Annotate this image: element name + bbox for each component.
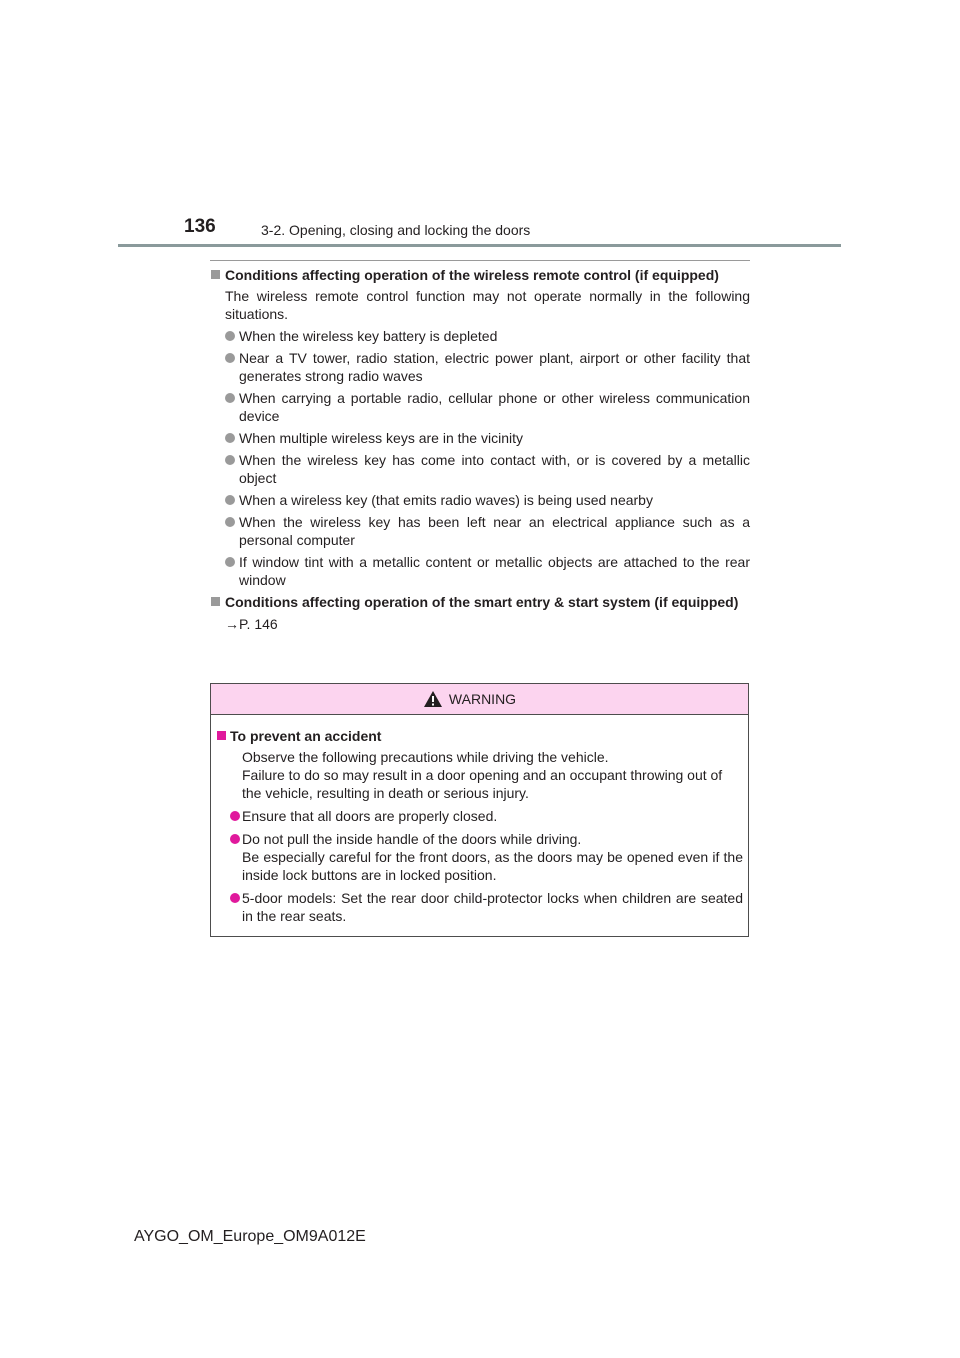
circle-bullet-icon bbox=[230, 811, 240, 821]
main-content bbox=[210, 266, 750, 633]
circle-bullet-icon bbox=[225, 455, 235, 465]
list-item: 5-door models: Set the rear door child-protector locks when children are seated in the rear seats. bbox=[216, 889, 743, 925]
content-divider bbox=[210, 260, 750, 261]
list-item: Ensure that all doors are properly closed. bbox=[216, 807, 743, 825]
section-title: 3-2. Opening, closing and locking the doors bbox=[261, 222, 531, 238]
page-reference-link[interactable]: →P. 146 bbox=[225, 616, 278, 632]
circle-bullet-icon bbox=[230, 834, 240, 844]
list-item: Do not pull the inside handle of the doors while driving. Be especially careful for the front doors, as the doors may be opened even if the inside lock buttons are in locked position. bbox=[216, 830, 743, 884]
section-heading-wireless-remote: Conditions affecting operation of the wireless remote control (if equipped) bbox=[210, 266, 750, 284]
square-bullet-icon bbox=[211, 597, 220, 606]
list-item: When the wireless key battery is depleted bbox=[210, 327, 750, 345]
warning-intro: Observe the following precautions while driving the vehicle. Failure to do so may result in a door opening and an occupant throwing out of the vehicle, resulting in death or serious injury. bbox=[242, 749, 723, 801]
page-number: 136 bbox=[184, 216, 216, 237]
section-heading-smart-entry: Conditions affecting operation of the smart entry & start system (if equipped) bbox=[210, 593, 750, 611]
circle-bullet-icon bbox=[225, 353, 235, 363]
section-intro: The wireless remote control function may not operate normally in the following situations. bbox=[225, 288, 750, 322]
circle-bullet-icon bbox=[230, 893, 240, 903]
warning-heading: To prevent an accident bbox=[216, 727, 743, 745]
circle-bullet-icon bbox=[225, 331, 235, 341]
list-item: Near a TV tower, radio station, electric power plant, airport or other facility that generates strong radio waves bbox=[210, 349, 750, 385]
warning-title: WARNING bbox=[448, 691, 517, 707]
circle-bullet-icon bbox=[225, 557, 235, 567]
list-item: If window tint with a metallic content or metallic objects are attached to the rear window bbox=[210, 553, 750, 589]
warning-body bbox=[211, 715, 748, 925]
list-item: When the wireless key has been left near an electrical appliance such as a personal computer bbox=[210, 513, 750, 549]
square-bullet-icon bbox=[211, 270, 220, 279]
list-item: When carrying a portable radio, cellular phone or other wireless communication device bbox=[210, 389, 750, 425]
list-item: When the wireless key has come into contact with, or is covered by a metallic object bbox=[210, 451, 750, 487]
document-id: AYGO_OM_Europe_OM9A012E bbox=[134, 1228, 366, 1245]
circle-bullet-icon bbox=[225, 517, 235, 527]
header-divider bbox=[118, 244, 841, 247]
circle-bullet-icon bbox=[225, 393, 235, 403]
list-item: When multiple wireless keys are in the vicinity bbox=[210, 429, 750, 447]
list-item: When a wireless key (that emits radio waves) is being used nearby bbox=[210, 491, 750, 509]
warning-box bbox=[210, 683, 749, 937]
circle-bullet-icon bbox=[225, 433, 235, 443]
warning-triangle-icon bbox=[423, 690, 443, 708]
warning-header bbox=[211, 684, 748, 715]
square-bullet-icon bbox=[217, 731, 226, 740]
circle-bullet-icon bbox=[225, 495, 235, 505]
